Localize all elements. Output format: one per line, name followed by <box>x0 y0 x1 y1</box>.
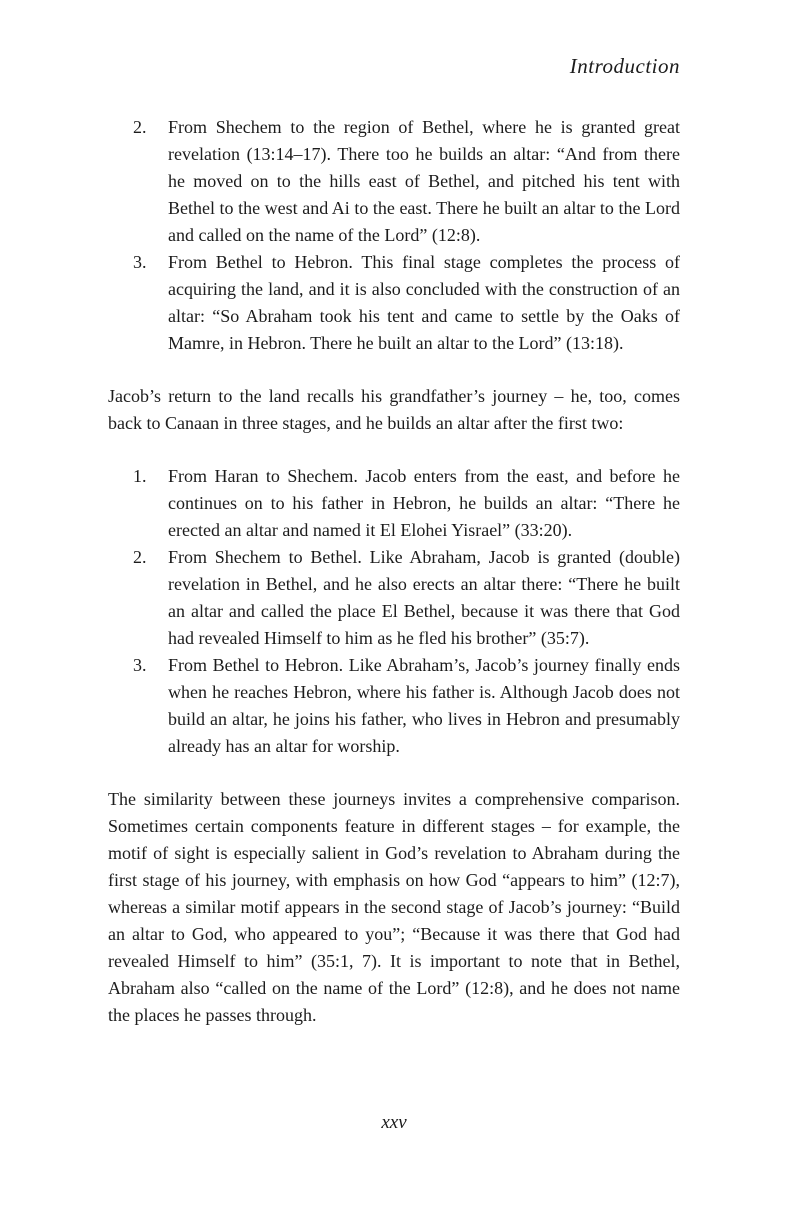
list-item-text: From Bethel to Hebron. Like Abraham’s, Jacob’s journey finally ends when he reaches Hebron, where his father is. Although Jacob does not build an altar, he joins his father, who lives in Hebron and presumably already has an altar for worship. <box>168 655 680 756</box>
paragraph-comparison: The similarity between these journeys invites a comprehensive comparison. Sometimes certain components feature in different stages – for example, the motif of sight is especially salient in God’s revelation to Abraham during the first stage of his journey, with emphasis on how God “appears to him” (12:7), whereas a similar motif appears in the second stage of Jacob’s journey: “Build an altar to God, who appeared to you”; “Because it was there that God had revealed Himself to him” (35:1, 7). It is important to note that in Bethel, Abraham also “called on the name of the Lord” (12:8), and he does not name the places he passes through. <box>108 789 680 1025</box>
page-number: xxv <box>381 1112 407 1133</box>
list-item-number: 2. <box>133 117 147 137</box>
list-item-text: From Bethel to Hebron. This final stage completes the process of acquiring the land, and it is also concluded with the construction of an altar: “So Abraham took his tent and came to settle by the Oaks of Mamre, in Hebron. There he built an altar to the Lord” (13:18). <box>168 252 680 353</box>
list-item <box>108 652 680 760</box>
page-content <box>108 114 680 1029</box>
running-head: Introduction <box>569 54 680 78</box>
list-item-text: From Shechem to Bethel. Like Abraham, Jacob is granted (double) revelation in Bethel, and he also erects an altar there: “There he built an altar and called the place El Bethel, because it was there that God had revealed Himself to him as he fled his brother” (35:7). <box>168 547 680 648</box>
list-item <box>108 463 680 544</box>
list-item <box>108 249 680 357</box>
list-item-number: 2. <box>133 547 147 567</box>
jacob-journey-list <box>108 463 680 760</box>
list-item-number: 1. <box>133 466 147 486</box>
list-item-number: 3. <box>133 655 147 675</box>
list-item-number: 3. <box>133 252 147 272</box>
list-item-text: From Haran to Shechem. Jacob enters from the east, and before he continues on to his father in Hebron, he builds an altar: “There he erected an altar and named it El Elohei Yisrael” (33:20). <box>168 466 680 540</box>
list-item-text: From Shechem to the region of Bethel, where he is granted great revelation (13:14–17). There too he builds an altar: “And from there he moved on to the hills east of Bethel, and pitched his tent with Bethel to the west and Ai to the east. There he built an altar to the Lord and called on the name of the Lord” (12:8). <box>168 117 680 245</box>
abraham-journey-list <box>108 114 680 357</box>
list-item <box>108 114 680 249</box>
paragraph-jacob-intro: Jacob’s return to the land recalls his grandfather’s journey – he, too, comes back to Canaan in three stages, and he builds an altar after the first two: <box>108 386 680 433</box>
list-item <box>108 544 680 652</box>
